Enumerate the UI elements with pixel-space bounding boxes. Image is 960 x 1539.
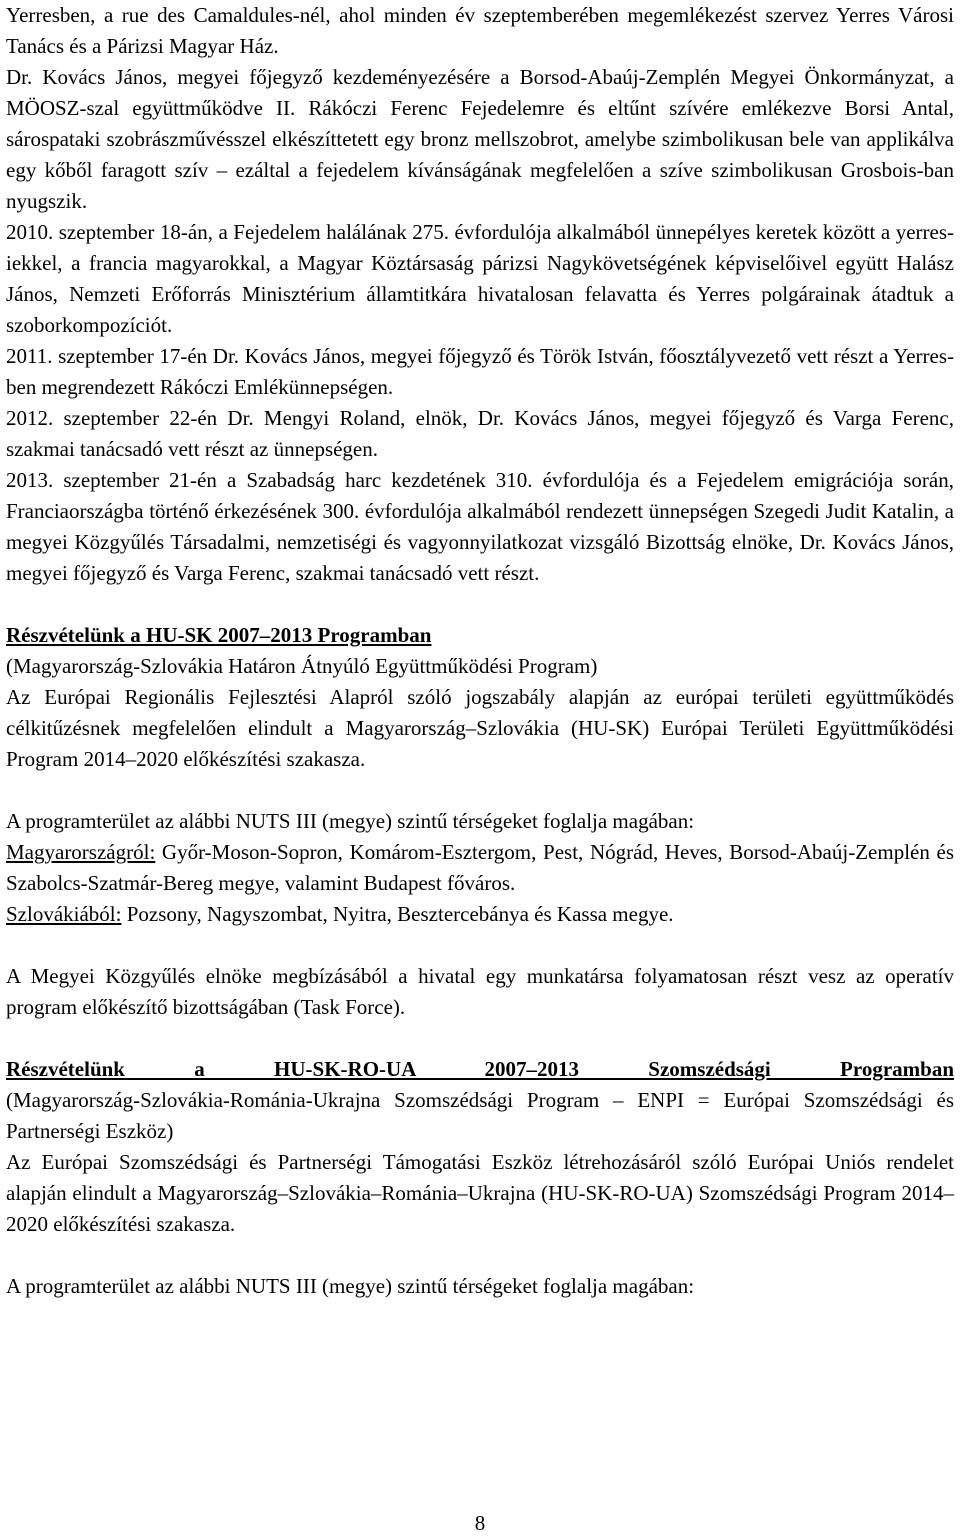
page-number: 8 [474,1511,486,1535]
section-heading-hu-sk: Részvételünk a HU-SK 2007–2013 Programban [6,623,432,647]
section-hu-sk-ro-ua [6,1054,954,1302]
document-page [6,0,954,1302]
section-body-hu-sk-ro-ua: Az Európai Szomszédsági és Partnerségi Támogatási Eszköz létrehozásáról szóló Európai Uniós rendelet alapján elindult a Magyarország–Szlovákia–Románia–Ukrajna (HU-SK-RO-UA) Szomszédsági Program 2014–2020 előkészítési szakasza. [6,1150,954,1236]
paragraph-2012: 2012. szeptember 22-én Dr. Mengyi Roland, elnök, Dr. Kovács János, megyei főjegyző és Varga Ferenc, szakmai tanácsadó vett részt az ünnepségen. [6,406,954,461]
spacer [6,1023,954,1054]
spacer [6,589,954,620]
section-hu-sk [6,620,954,1023]
section-heading-hu-sk-ro-ua: Részvételünk a HU-SK-RO-UA 2007–2013 Szomszédsági Programban [6,1057,954,1081]
slovakia-list: Pozsony, Nagyszombat, Nyitra, Besztercebánya és Kassa megye. [121,902,674,926]
section-subtitle-hu-sk-ro-ua: (Magyarország-Szlovákia-Románia-Ukrajna Szomszédsági Program – ENPI = Európai Szomszédsági és Partnerségi Eszköz) [6,1088,954,1143]
section-body-hu-sk: Az Európai Regionális Fejlesztési Alapról szóló jogszabály alapján az európai területi együttműködés célkitűzésnek megfelelően elindult a Magyarország–Szlovákia (HU-SK) Európai Területi Együttműködési Program 2014–2020 előkészítési szakasza. [6,685,954,771]
slovakia-label: Szlovákiából: [6,902,122,926]
nuts-intro-hu-sk-ro-ua: A programterület az alábbi NUTS III (megye) szintű térségeket foglalja magában: [6,1274,695,1298]
paragraph-yerres: Yerresben, a rue des Camaldules-nél, ahol minden év szeptemberében megemlékezést szervez Yerres Városi Tanács és a Párizsi Magyar Ház. [6,3,954,58]
nuts-intro-hu-sk: A programterület az alábbi NUTS III (megye) szintű térségeket foglalja magában: [6,809,695,833]
spacer [6,775,954,806]
slovakia-regions [6,899,954,930]
hungary-list: Győr-Moson-Sopron, Komárom-Esztergom, Pest, Nógrád, Heves, Borsod-Abaúj-Zemplén és Szabolcs-Szatmár-Bereg megye, valamint Budapest főváros. [6,840,954,895]
paragraph-2013: 2013. szeptember 21-én a Szabadság harc kezdetének 310. évfordulója és a Fejedelem emigrációja során, Franciaországba történő érkezésének 300. évfordulója alkalmából rendezett ünnepségen Szegedi Judit Katalin, a megyei Közgyűlés Társadalmi, nemzetiségi és vagyonnyilatkozat vizsgáló Bizottság elnöke, Dr. Kovács János, megyei főjegyző és Varga Ferenc, szakmai tanácsadó vett részt. [6,468,954,585]
section-subtitle-hu-sk: (Magyarország-Szlovákia Határon Átnyúló Együttműködési Program) [6,654,598,678]
hungary-regions [6,837,954,899]
spacer [6,1240,954,1271]
paragraph-2010: 2010. szeptember 18-án, a Fejedelem halálának 275. évfordulója alkalmából ünnepélyes keretek között a yerres-iekkel, a francia magyarokkal, a Magyar Köztársaság párizsi Nagykövetségének képviselőivel együtt Halász János, Nemzeti Erőforrás Minisztérium államtitkára hivatalosan felavatta és Yerres polgárainak átadtuk a szoborkompozíciót. [6,220,954,337]
paragraph-bronze-bust: Dr. Kovács János, megyei főjegyző kezdeményezésére a Borsod-Abaúj-Zemplén Megyei Önkormányzat, a MÖOSZ-szal együttműködve II. Rákóczi Ferenc Fejedelemre és eltűnt szívére emlékezve Borsi Antal, sárospataki szobrászművésszel elkészíttetett egy bronz mellszobrot, amelybe szimbolikusan bele van applikálva egy kőből faragott szív – ezáltal a fejedelem kívánságának megfelelően a szíve szimbolikusan Grosbois-ban nyugszik. [6,65,954,213]
task-force-paragraph: A Megyei Közgyűlés elnöke megbízásából a hivatal egy munkatársa folyamatosan részt vesz az operatív program előkészítő bizottságában (Task Force). [6,964,954,1019]
paragraph-2011: 2011. szeptember 17-én Dr. Kovács János, megyei főjegyző és Török István, főosztályvezető vett részt a Yerres-ben megrendezett Rákóczi Emlékünnepségen. [6,344,954,399]
spacer [6,930,954,961]
hungary-label: Magyarországról: [6,840,156,864]
